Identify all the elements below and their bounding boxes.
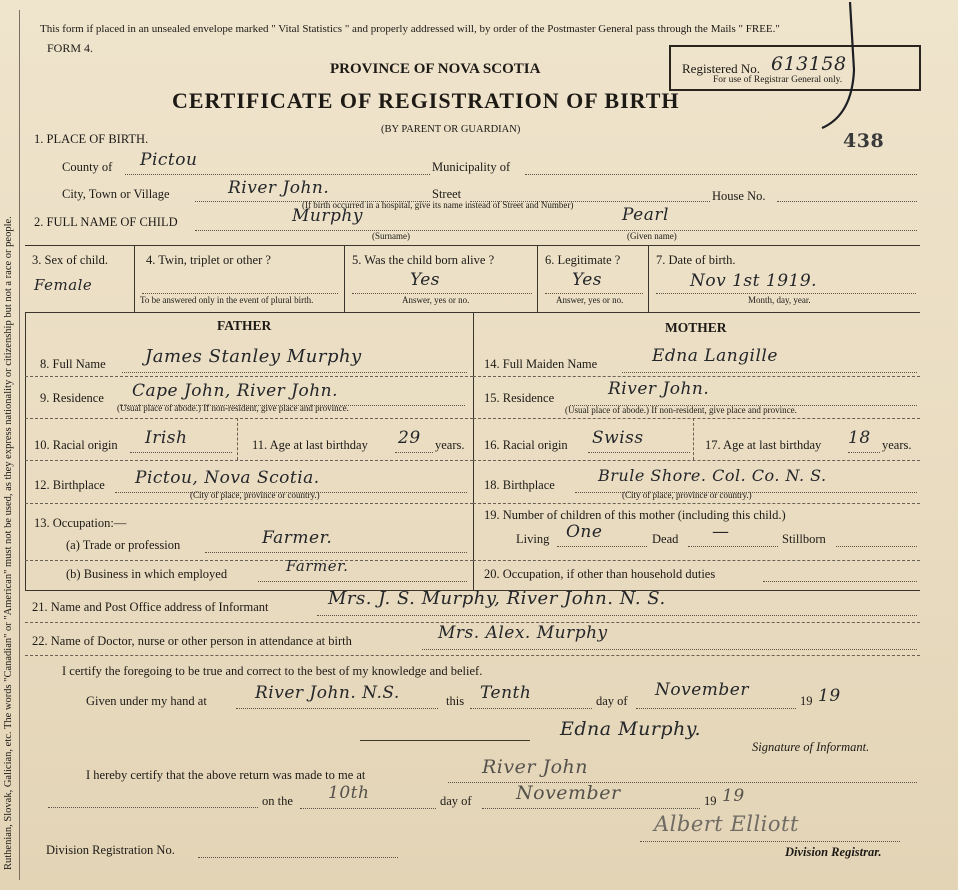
alive-note: Answer, yes or no. — [402, 295, 470, 305]
on-day-of-label: day of — [440, 794, 472, 808]
informant-value: Mrs. J. S. Murphy, River John. N. S. — [328, 588, 666, 609]
twin-note: To be answered only in the event of plural birth. — [140, 295, 314, 305]
certificate-title: CERTIFICATE OF REGISTRATION OF BIRTH — [172, 88, 680, 113]
attendant-label: 22. Name of Doctor, nurse or other person in attendance at birth — [32, 634, 352, 648]
year-prefix: 19 — [800, 694, 813, 708]
legit-note: Answer, yes or no. — [556, 295, 624, 305]
twin-label: 4. Twin, triplet or other ? — [146, 253, 271, 267]
given-place: River John. N.S. — [255, 683, 400, 703]
father-birthplace-label: 12. Birthplace — [34, 478, 105, 492]
city-value: River John. — [228, 178, 330, 198]
return-place: River John — [482, 756, 589, 778]
registrar-signature: Albert Elliott — [654, 812, 799, 836]
mother-racial-value: Swiss — [592, 428, 644, 448]
legit-value: Yes — [572, 270, 603, 290]
attendant-value: Mrs. Alex. Murphy — [438, 623, 608, 643]
informant-signature: Edna Murphy. — [560, 718, 702, 740]
form-number: FORM 4. — [47, 41, 94, 55]
sex-label: 3. Sex of child. — [32, 253, 109, 267]
mother-age-unit: years. — [882, 438, 912, 452]
father-age-label: 11. Age at last birthday — [252, 438, 368, 452]
child-surname: Murphy — [292, 206, 363, 226]
occupation-label: 13. Occupation:— — [34, 516, 127, 530]
birth-date-label: 7. Date of birth. — [656, 253, 736, 267]
birth-date-note: Month, day, year. — [748, 295, 811, 305]
registered-number: 613158 — [771, 53, 847, 75]
on-month-value: November — [516, 782, 621, 804]
mother-name-label: 14. Full Maiden Name — [484, 357, 598, 371]
alive-value: Yes — [410, 270, 441, 290]
day-value: Tenth — [480, 683, 532, 703]
registered-label: Registered No. — [682, 61, 760, 76]
surname-note: (Surname) — [372, 231, 410, 241]
father-racial-value: Irish — [145, 428, 188, 448]
certificate-subtitle: (BY PARENT OR GUARDIAN) — [381, 124, 521, 135]
county-value: Pictou — [140, 150, 198, 170]
mother-racial-label: 16. Racial origin — [484, 438, 568, 452]
return-label: I hereby certify that the above return was made to me at — [86, 768, 366, 782]
child-given-name: Pearl — [622, 205, 669, 225]
living-label: Living — [516, 532, 550, 546]
province-heading: PROVINCE OF NOVA SCOTIA — [330, 61, 541, 77]
mother-residence-label: 15. Residence — [484, 391, 555, 405]
registrar-caption: Division Registrar. — [785, 845, 882, 859]
father-racial-label: 10. Racial origin — [34, 438, 118, 452]
on-the-label: on the — [262, 794, 293, 808]
mother-birthplace-label: 18. Birthplace — [484, 478, 555, 492]
mother-birthplace-note: (City of place, province or country.) — [622, 490, 752, 500]
street-label: Street — [432, 187, 462, 201]
mother-residence-note: (Usual place of abode.) If non-resident, give place and province. — [565, 405, 797, 415]
on-year-value: 19 — [722, 786, 745, 806]
mother-residence-value: River John. — [608, 379, 710, 399]
sex-value: Female — [34, 276, 93, 294]
father-name-value: James Stanley Murphy — [145, 346, 362, 367]
informant-label: 21. Name and Post Office address of Informant — [32, 600, 269, 614]
city-label: City, Town or Village — [62, 187, 170, 201]
registrar-note: For use of Registrar General only. — [713, 75, 843, 85]
day-of-label: day of — [596, 694, 628, 708]
month-value: November — [655, 680, 749, 700]
children-count-label: 19. Number of children of this mother (including this child.) — [484, 508, 786, 522]
house-label: House No. — [712, 189, 766, 203]
birth-date-value: Nov 1st 1919. — [690, 271, 818, 291]
mother-age-value: 18 — [848, 428, 871, 448]
year-value: 19 — [818, 686, 841, 706]
place-heading: 1. PLACE OF BIRTH. — [34, 132, 149, 146]
mother-heading: MOTHER — [665, 320, 727, 335]
informant-signature-caption: Signature of Informant. — [752, 740, 870, 754]
father-residence-note: (Usual place of abode.) If non-resident, give place and province. — [117, 403, 349, 413]
margin-rule — [19, 10, 20, 880]
mother-name-value: Edna Langille — [652, 346, 778, 366]
stillborn-label: Stillborn — [782, 532, 826, 546]
this-label: this — [446, 694, 465, 708]
certify-statement: I certify the foregoing to be true and correct to the best of my knowledge and belief. — [62, 664, 483, 678]
dead-value: — — [712, 522, 730, 542]
child-name-label: 2. FULL NAME OF CHILD — [34, 215, 178, 229]
given-note: (Given name) — [627, 231, 677, 241]
mother-age-label: 17. Age at last birthday — [705, 438, 822, 452]
on-day-value: 10th — [328, 783, 370, 803]
mother-birthplace-value: Brule Shore. Col. Co. N. S. — [598, 466, 827, 485]
business-value: Farmer. — [286, 557, 349, 575]
hospital-note: (If birth occurred in a hospital, give its name instead of Street and Number) — [302, 200, 574, 210]
division-number-label: Division Registration No. — [46, 843, 175, 857]
given-under-label: Given under my hand at — [86, 694, 207, 708]
on-year-prefix: 19 — [704, 794, 717, 808]
legit-label: 6. Legitimate ? — [545, 253, 621, 267]
postal-note: This form if placed in an unsealed envelope marked " Vital Statistics " and properly addressed will, by order of the Postmaster General pass through the Mails " FREE." — [40, 23, 780, 35]
side-note: Ruthenian, Slovak, Galician, etc. The words "Canadian" or "American" must not be used, as they express nationality or citizenship but not a race or people. — [3, 216, 14, 870]
trade-label: (a) Trade or profession — [66, 538, 181, 552]
county-label: County of — [62, 160, 113, 174]
father-residence-label: 9. Residence — [40, 391, 104, 405]
trade-value: Farmer. — [262, 528, 333, 548]
pen-stroke — [810, 0, 870, 140]
father-residence-value: Cape John, River John. — [132, 381, 339, 401]
father-name-label: 8. Full Name — [40, 357, 106, 371]
father-heading: FATHER — [217, 318, 272, 333]
dead-label: Dead — [652, 532, 679, 546]
mother-occupation-label: 20. Occupation, if other than household duties — [484, 567, 716, 581]
living-value: One — [566, 522, 603, 542]
stamp-number: 438 — [843, 130, 885, 152]
father-age-value: 29 — [398, 428, 421, 448]
father-age-unit: years. — [435, 438, 465, 452]
business-label: (b) Business in which employed — [66, 567, 228, 581]
municipality-label: Municipality of — [432, 160, 511, 174]
father-birthplace-note: (City of place, province or country.) — [190, 490, 320, 500]
father-birthplace-value: Pictou, Nova Scotia. — [135, 468, 320, 488]
alive-label: 5. Was the child born alive ? — [352, 253, 495, 267]
